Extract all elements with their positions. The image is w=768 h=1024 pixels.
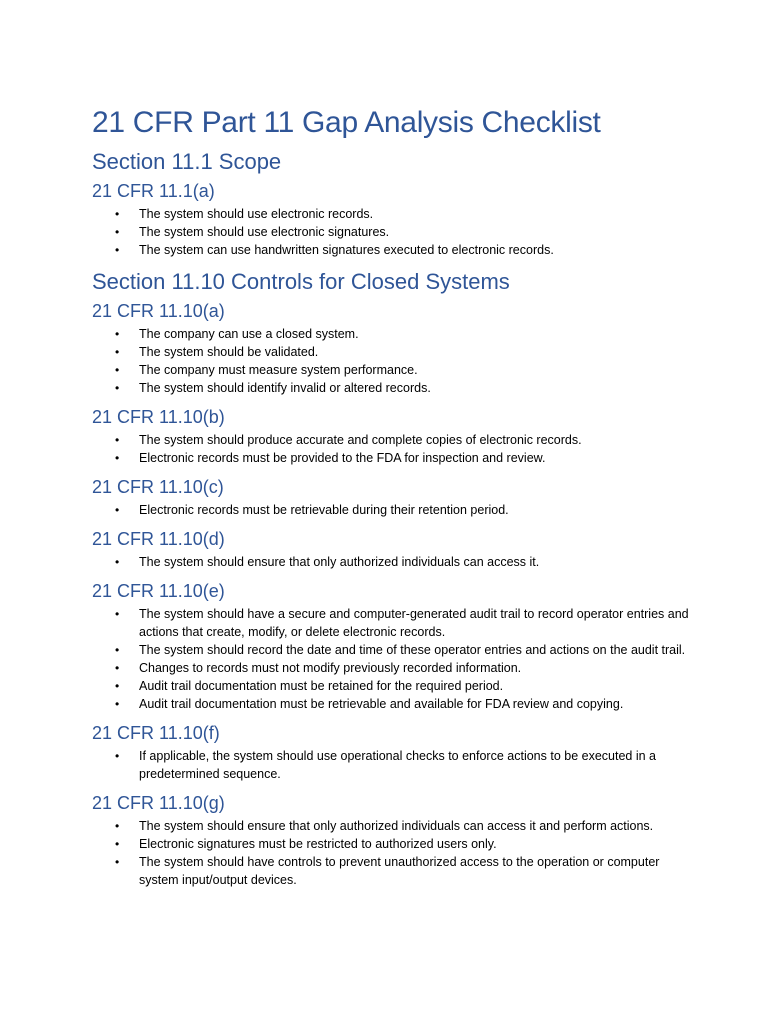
bullet-list xyxy=(92,325,692,397)
list-item xyxy=(92,677,692,695)
bullet-icon: • xyxy=(115,837,120,851)
list-item-text: The system should have controls to prevent unauthorized access to the operation or computer system input/output devices. xyxy=(139,855,660,887)
list-item-text: If applicable, the system should use operational checks to enforce actions to be executed in a predetermined sequence. xyxy=(139,749,656,781)
bullet-icon: • xyxy=(115,451,120,465)
list-item xyxy=(92,605,692,641)
bullet-icon: • xyxy=(115,327,120,341)
bullet-list xyxy=(92,501,692,519)
bullet-icon: • xyxy=(115,679,120,693)
bullet-list xyxy=(92,817,692,889)
list-item-text: Audit trail documentation must be retrievable and available for FDA review and copying. xyxy=(139,697,624,711)
list-item xyxy=(92,361,692,379)
bullet-list xyxy=(92,431,692,467)
bullet-icon: • xyxy=(115,381,120,395)
document-page xyxy=(92,103,692,889)
list-item xyxy=(92,223,692,241)
document-title: 21 CFR Part 11 Gap Analysis Checklist xyxy=(92,106,601,139)
bullet-list xyxy=(92,747,692,783)
section-heading: Section 11.1 Scope xyxy=(92,149,282,174)
bullet-icon: • xyxy=(115,643,120,657)
list-item-text: The system should produce accurate and complete copies of electronic records. xyxy=(139,433,582,447)
bullet-icon: • xyxy=(115,363,120,377)
subsection-heading: 21 CFR 11.10(d) xyxy=(92,529,225,549)
list-item xyxy=(92,747,692,783)
list-item xyxy=(92,205,692,223)
list-item-text: The system should use electronic records. xyxy=(139,207,374,221)
list-item-text: The company must measure system performance. xyxy=(139,363,418,377)
bullet-icon: • xyxy=(115,225,120,239)
list-item-text: The system should use electronic signatures. xyxy=(139,225,390,239)
bullet-icon: • xyxy=(115,207,120,221)
list-item-text: Audit trail documentation must be retained for the required period. xyxy=(139,679,504,693)
list-item-text: The system should have a secure and computer-generated audit trail to record operator entries and actions that create, modify, or delete electronic records. xyxy=(139,607,689,639)
bullet-list xyxy=(92,605,692,713)
bullet-icon: • xyxy=(115,345,120,359)
list-item-text: Electronic records must be retrievable during their retention period. xyxy=(139,503,509,517)
bullet-icon: • xyxy=(115,555,120,569)
list-item xyxy=(92,501,692,519)
list-item xyxy=(92,325,692,343)
subsection xyxy=(92,405,692,467)
list-item xyxy=(92,449,692,467)
subsection xyxy=(92,475,692,519)
subsection-heading: 21 CFR 11.10(f) xyxy=(92,723,220,743)
bullet-icon: • xyxy=(115,855,120,869)
list-item-text: Electronic records must be provided to the FDA for inspection and review. xyxy=(139,451,546,465)
bullet-icon: • xyxy=(115,819,120,833)
subsection xyxy=(92,299,692,397)
list-item xyxy=(92,379,692,397)
bullet-icon: • xyxy=(115,433,120,447)
bullet-icon: • xyxy=(115,749,120,763)
list-item xyxy=(92,853,692,889)
list-item-text: The system should be validated. xyxy=(139,345,319,359)
subsection-heading: 21 CFR 11.10(g) xyxy=(92,793,225,813)
subsection-heading: 21 CFR 11.10(a) xyxy=(92,301,225,321)
list-item-text: Changes to records must not modify previously recorded information. xyxy=(139,661,522,675)
list-item xyxy=(92,241,692,259)
list-item-text: The company can use a closed system. xyxy=(139,327,359,341)
bullet-icon: • xyxy=(115,661,120,675)
bullet-icon: • xyxy=(115,607,120,621)
bullet-list xyxy=(92,553,692,571)
list-item-text: The system should identify invalid or altered records. xyxy=(139,381,431,395)
list-item xyxy=(92,431,692,449)
list-item xyxy=(92,835,692,853)
section xyxy=(92,147,692,259)
subsection xyxy=(92,179,692,259)
list-item-text: The system should record the date and time of these operator entries and actions on the audit trail. xyxy=(139,643,686,657)
subsection-heading: 21 CFR 11.10(e) xyxy=(92,581,225,601)
list-item-text: The system should ensure that only authorized individuals can access it. xyxy=(139,555,540,569)
list-item xyxy=(92,553,692,571)
list-item xyxy=(92,817,692,835)
list-item xyxy=(92,343,692,361)
section xyxy=(92,267,692,889)
subsection-heading: 21 CFR 11.10(c) xyxy=(92,477,224,497)
bullet-icon: • xyxy=(115,697,120,711)
list-item xyxy=(92,695,692,713)
subsection xyxy=(92,791,692,889)
sections-container xyxy=(92,147,692,889)
bullet-icon: • xyxy=(115,503,120,517)
list-item xyxy=(92,641,692,659)
subsection xyxy=(92,579,692,713)
bullet-list xyxy=(92,205,692,259)
list-item-text: The system can use handwritten signatures executed to electronic records. xyxy=(139,243,554,257)
subsection xyxy=(92,721,692,783)
bullet-icon: • xyxy=(115,243,120,257)
list-item-text: The system should ensure that only authorized individuals can access it and perform actions. xyxy=(139,819,654,833)
subsection xyxy=(92,527,692,571)
list-item xyxy=(92,659,692,677)
section-heading: Section 11.10 Controls for Closed Systems xyxy=(92,269,510,294)
subsection-heading: 21 CFR 11.10(b) xyxy=(92,407,225,427)
list-item-text: Electronic signatures must be restricted to authorized users only. xyxy=(139,837,497,851)
subsection-heading: 21 CFR 11.1(a) xyxy=(92,181,215,201)
